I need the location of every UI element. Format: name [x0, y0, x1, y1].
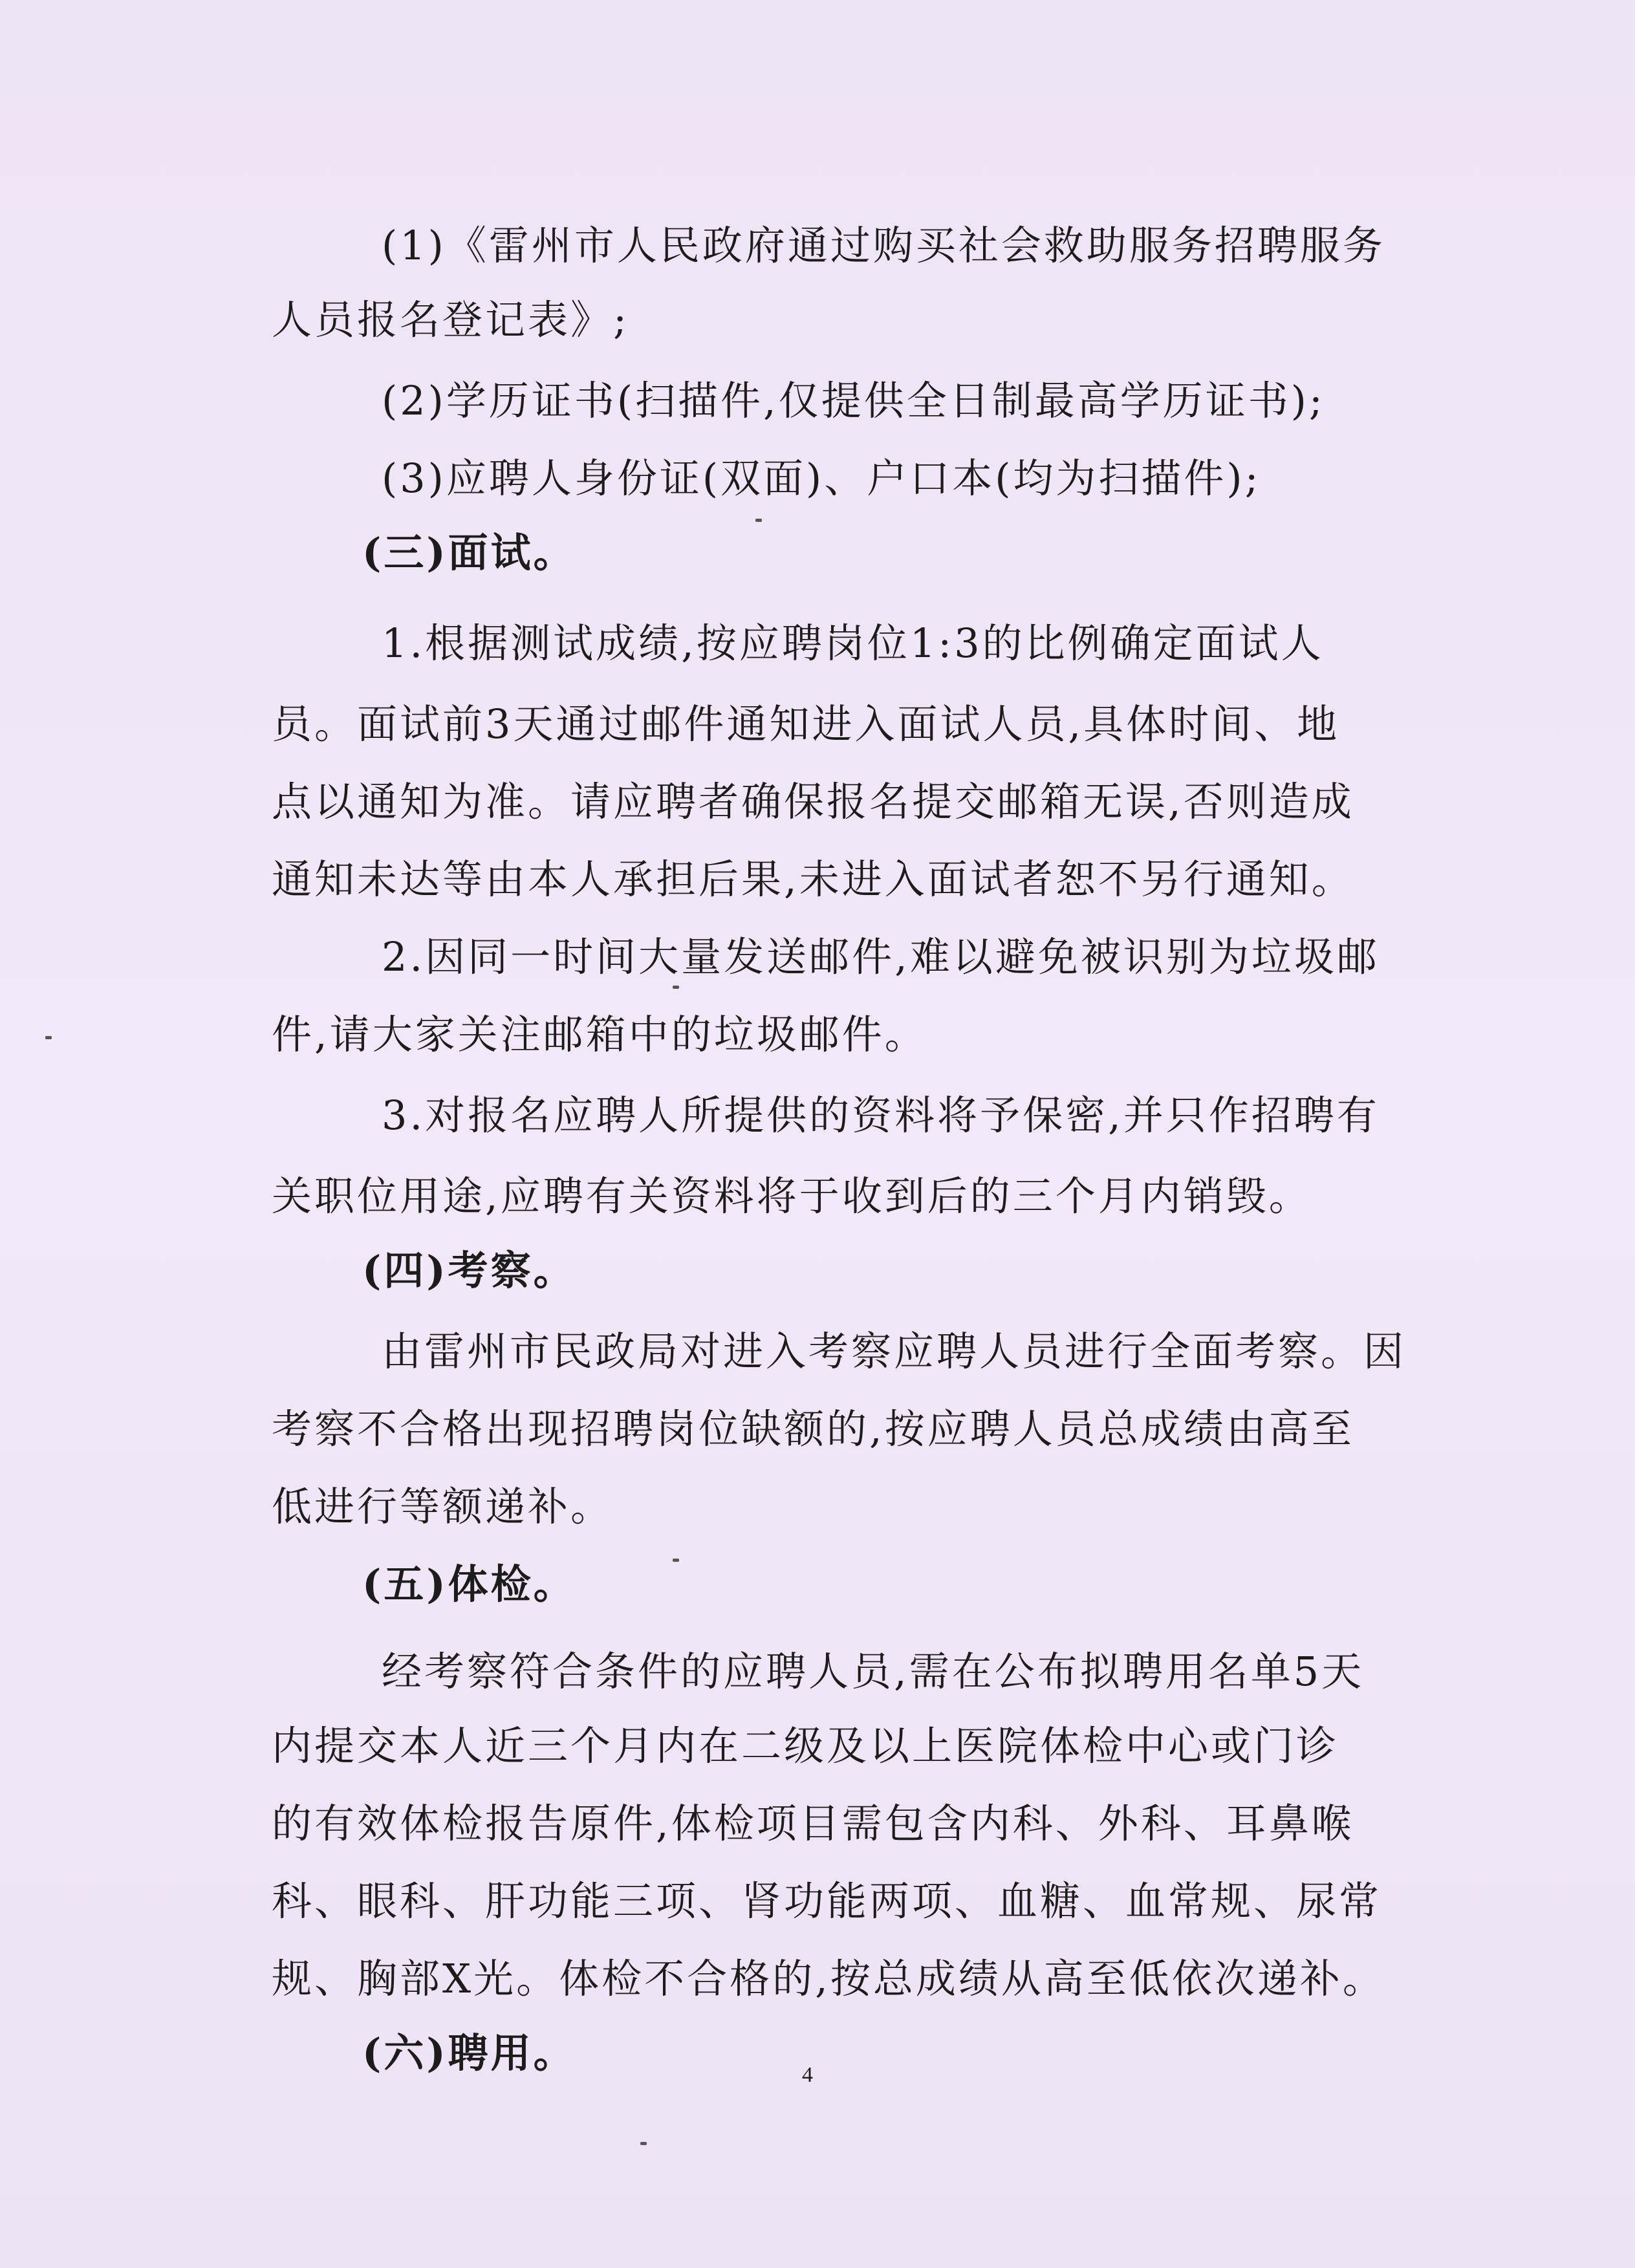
body-line: 规、胸部X光。体检不合格的,按总成绩从高至低依次递补。	[272, 1955, 1385, 2002]
body-line: (1)《雷州市人民政府通过购买社会救助服务招聘服务	[382, 222, 1385, 269]
section-heading: (五)体检。	[362, 1561, 576, 1608]
body-line: 科、眼科、肝功能三项、肾功能两项、血糖、血常规、尿常	[272, 1877, 1382, 1925]
scan-speck	[640, 2142, 647, 2145]
body-line: 件,请大家关注邮箱中的垃圾邮件。	[272, 1011, 927, 1058]
body-line: 3.对报名应聘人所提供的资料将予保密,并只作招聘有	[382, 1092, 1380, 1139]
body-line: 经考察符合条件的应聘人员,需在公布拟聘用名单5天	[382, 1648, 1365, 1695]
page-number: 4	[802, 2063, 813, 2087]
scan-speck	[755, 519, 762, 522]
section-heading: (四)考察。	[362, 1247, 576, 1294]
body-line: 的有效体检报告原件,体检项目需包含内科、外科、耳鼻喉	[272, 1800, 1354, 1847]
body-line: 关职位用途,应聘有关资料将于收到后的三个月内销毁。	[272, 1172, 1312, 1220]
section-heading: (三)面试。	[362, 529, 576, 576]
body-line: (2)学历证书(扫描件,仅提供全日制最高学历证书);	[382, 377, 1325, 424]
scan-speck	[673, 1559, 679, 1562]
body-line: 由雷州市民政局对进入考察应聘人员进行全面考察。因	[382, 1328, 1407, 1375]
body-line: 2.因同一时间大量发送邮件,难以避免被识别为垃圾邮	[382, 933, 1380, 980]
section-heading: (六)聘用。	[362, 2029, 576, 2077]
body-line: 考察不合格出现招聘岗位缺额的,按应聘人员总成绩由高至	[272, 1405, 1354, 1453]
body-line: 1.根据测试成绩,按应聘岗位1:3的比例确定面试人	[382, 620, 1324, 667]
body-line: 内提交本人近三个月内在二级及以上医院体检中心或门诊	[272, 1722, 1339, 1769]
body-line: 人员报名登记表》;	[272, 296, 629, 343]
scan-speck	[45, 1036, 52, 1039]
scan-speck	[673, 986, 679, 989]
body-line: 低进行等额递补。	[272, 1483, 614, 1530]
body-line: 员。面试前3天通过邮件通知进入面试人员,具体时间、地	[272, 700, 1340, 748]
body-line: 点以通知为准。请应聘者确保报名提交邮箱无误,否则造成	[272, 778, 1354, 825]
body-line: 通知未达等由本人承担后果,未进入面试者恕不另行通知。	[272, 856, 1354, 903]
body-line: (3)应聘人身份证(双面)、户口本(均为扫描件);	[382, 455, 1261, 502]
